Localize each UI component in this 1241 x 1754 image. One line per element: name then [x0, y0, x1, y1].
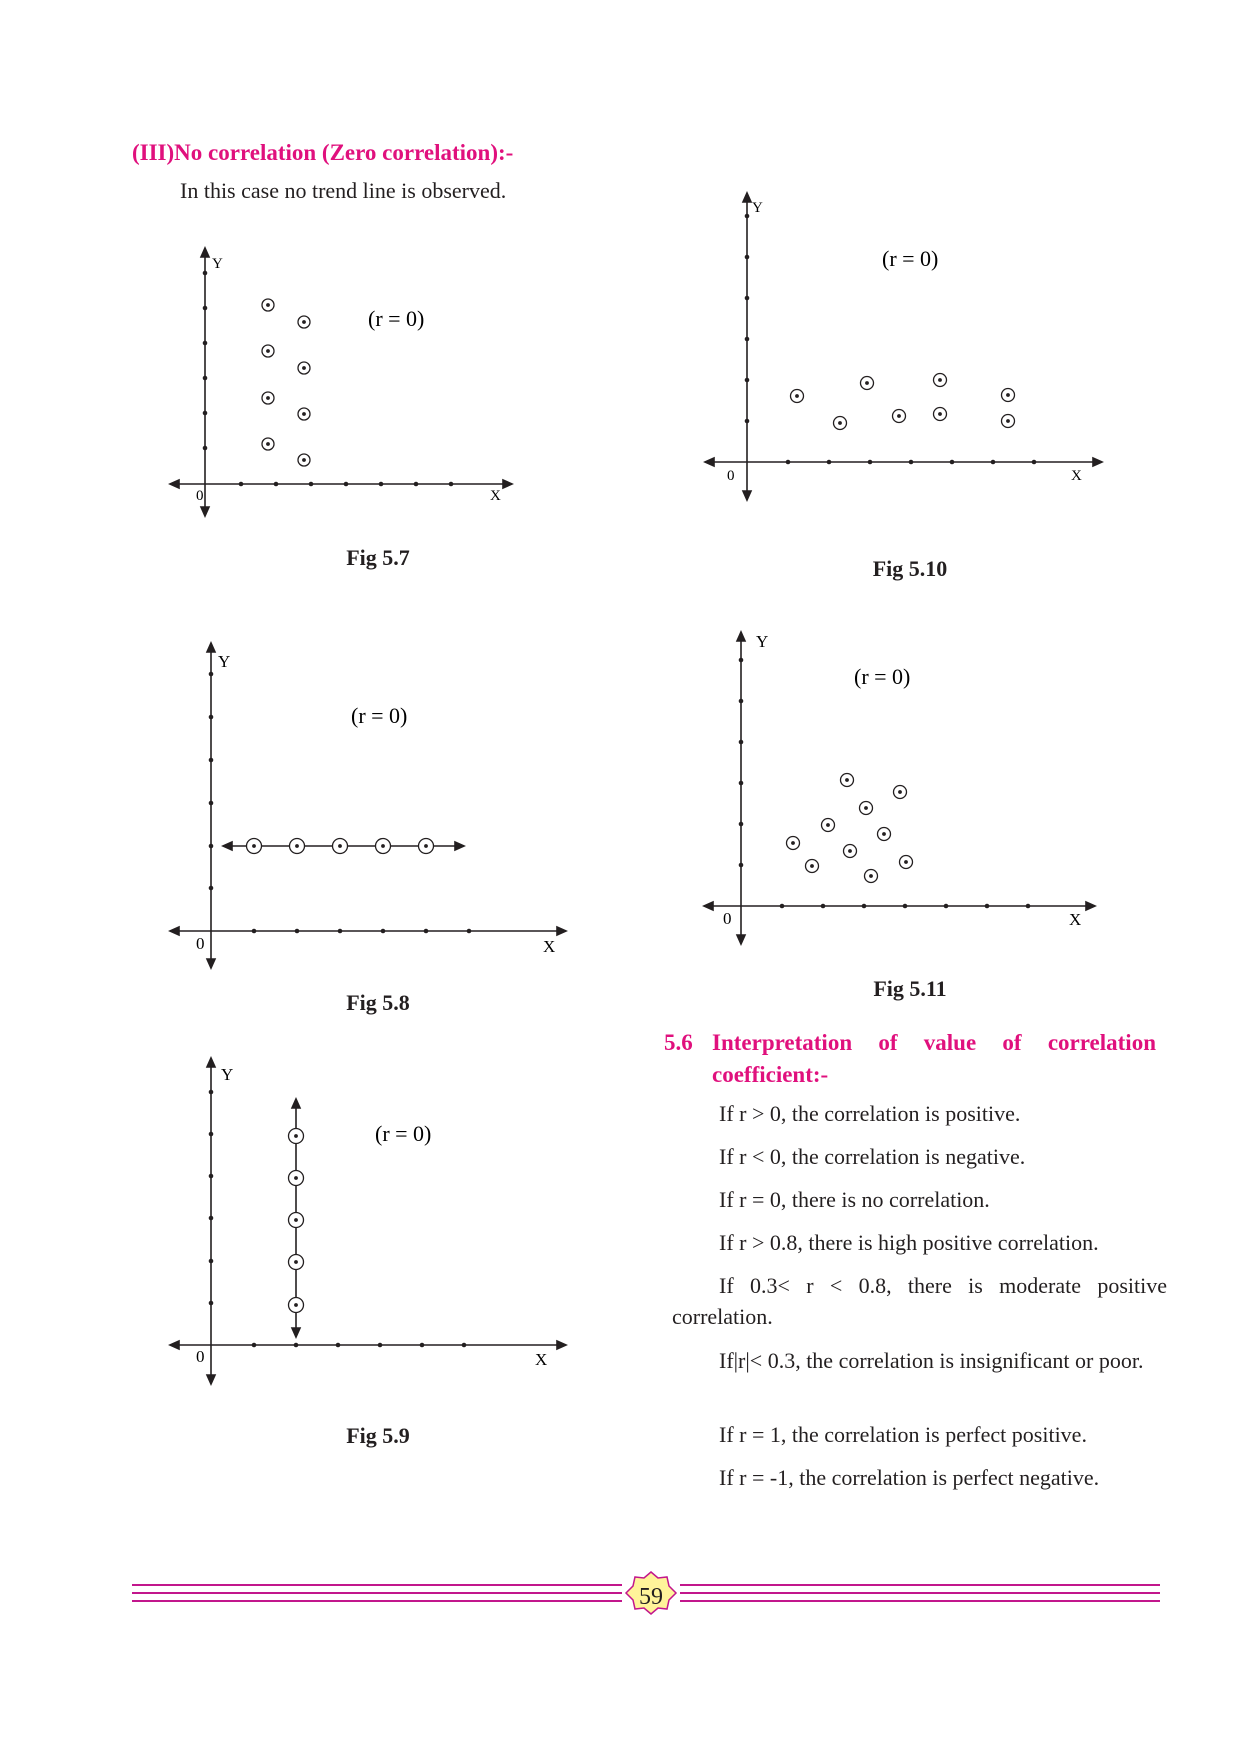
x-arrow-left-icon	[170, 480, 179, 488]
y-axis-label: Y	[218, 652, 231, 671]
rule-item: If r = 0, there is no correlation.	[719, 1187, 990, 1212]
x-axis-label: X	[543, 937, 556, 956]
y-axis-label: Y	[212, 256, 223, 272]
plot-point-dot	[848, 849, 852, 853]
rule-item: If 0.3< r < 0.8, there is moderate positive correlation.	[672, 1273, 1167, 1329]
x-axis-label: X	[1069, 910, 1082, 929]
plot-point-dot	[266, 349, 270, 353]
origin-label: 0	[196, 934, 205, 953]
data-points	[787, 774, 913, 883]
plot-point-dot	[938, 378, 942, 382]
x-axis-label: X	[535, 1350, 548, 1369]
figure-caption: Fig 5.11	[873, 976, 947, 1001]
fig-5-9-plot	[160, 1050, 580, 1390]
fig-5-10-plot	[700, 190, 1110, 510]
plot-point-dot	[897, 414, 901, 418]
x-axis-label: X	[1071, 468, 1082, 484]
rule-item: If r < 0, the correlation is negative.	[719, 1144, 1026, 1169]
plot-point-dot	[838, 421, 842, 425]
x-arrow-icon	[503, 480, 512, 488]
plot-point-dot	[266, 303, 270, 307]
rule-item: If r = 1, the correlation is perfect positive.	[719, 1422, 1087, 1447]
origin-label: 0	[723, 909, 732, 928]
section-heading: (III)No correlation (Zero correlation):-	[132, 140, 514, 165]
plot-point-dot	[826, 823, 830, 827]
page-number: 59	[639, 1584, 663, 1610]
plot-point-dot	[294, 1218, 298, 1222]
plot-point-dot	[302, 458, 306, 462]
plot-point-dot	[882, 832, 886, 836]
page-number-badge	[626, 1575, 676, 1625]
plot-point-dot	[424, 844, 428, 848]
rule-item: If r > 0, the correlation is positive.	[719, 1101, 1021, 1126]
plot-point-dot	[294, 1176, 298, 1180]
section-number: 5.6	[664, 1030, 693, 1055]
figure-caption: Fig 5.8	[346, 990, 410, 1015]
plot-point-dot	[795, 394, 799, 398]
r-value-label: (r = 0)	[368, 306, 425, 331]
fig-5-7-plot	[160, 240, 520, 520]
rule-item: If|r|< 0.3, the correlation is insignificant or poor.	[719, 1348, 1144, 1373]
axis-ticks	[203, 271, 454, 487]
plot-point-dot	[381, 844, 385, 848]
plot-point-dot	[302, 320, 306, 324]
plot-point-dot	[294, 1260, 298, 1264]
plot-point-dot	[845, 778, 849, 782]
plot-point-dot	[810, 864, 814, 868]
section-title: Interpretation of value of correlation	[712, 1030, 1156, 1055]
fig-5-11-plot	[690, 625, 1110, 955]
r-value-label: (r = 0)	[882, 246, 939, 271]
y-arrow-down-icon	[201, 507, 209, 516]
plot-point-dot	[252, 844, 256, 848]
plot-point-dot	[791, 841, 795, 845]
origin-label: 0	[727, 468, 735, 484]
origin-label: 0	[196, 488, 204, 504]
plot-point-dot	[898, 790, 902, 794]
plot-point-dot	[1006, 393, 1010, 397]
r-value-label: (r = 0)	[854, 664, 911, 689]
plot-point-dot	[1006, 419, 1010, 423]
origin-label: 0	[196, 1347, 205, 1366]
r-value-label: (r = 0)	[375, 1121, 432, 1146]
plot-point-dot	[302, 412, 306, 416]
plot-point-dot	[295, 844, 299, 848]
figure-caption: Fig 5.7	[346, 545, 410, 570]
section-title-cont: coefficient:-	[712, 1062, 829, 1087]
figure-caption: Fig 5.10	[872, 556, 948, 581]
plot-point-dot	[869, 874, 873, 878]
plot-point-dot	[904, 860, 908, 864]
r-value-label: (r = 0)	[351, 703, 408, 728]
y-axis-label: Y	[752, 200, 763, 216]
plot-point-dot	[302, 366, 306, 370]
x-axis-label: X	[490, 488, 501, 504]
plot-point-dot	[266, 396, 270, 400]
plot-point-dot	[938, 412, 942, 416]
y-axis-label: Y	[756, 632, 769, 651]
figure-caption: Fig 5.9	[346, 1423, 410, 1448]
rule-item: If r > 0.8, there is high positive correlation.	[719, 1230, 1099, 1255]
data-points	[791, 374, 1015, 430]
plot-point-dot	[338, 844, 342, 848]
plot-point-dot	[266, 442, 270, 446]
plot-point-dot	[294, 1303, 298, 1307]
plot-point-dot	[294, 1134, 298, 1138]
y-axis-label: Y	[221, 1065, 234, 1084]
plot-point-dot	[865, 381, 869, 385]
y-arrow-icon	[201, 248, 209, 257]
section-intro: In this case no trend line is observed.	[180, 178, 507, 203]
fig-5-8-plot	[160, 640, 580, 970]
data-points	[262, 299, 310, 466]
plot-point-dot	[864, 806, 868, 810]
rule-item: If r = -1, the correlation is perfect negative.	[719, 1465, 1100, 1490]
